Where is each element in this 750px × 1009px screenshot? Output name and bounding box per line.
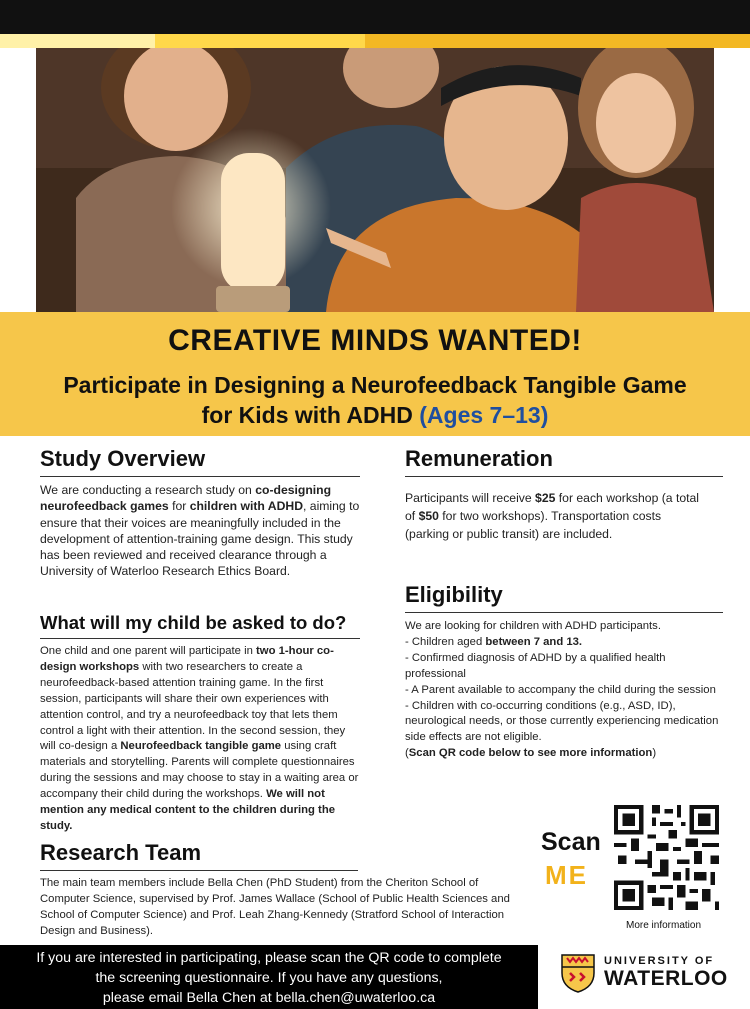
text-run: ): [652, 747, 657, 760]
study-overview-text: [40, 482, 360, 580]
text-run: with two researchers to create a neurofeedback-based attention training game. In the first session, participants will share their own experiences with attention control, and try a neurofeedback toy that lets them control a light with their attention. In the second session, they will co-design a: [40, 660, 346, 753]
logo-line-1: UNIVERSITY OF: [604, 955, 715, 967]
text-run: - Children aged: [405, 635, 486, 648]
qr-note: [405, 746, 723, 762]
ages-range: (Ages 7–13): [419, 402, 549, 428]
bold-run: We will not mention any medical content to the children during the study.: [40, 788, 335, 832]
remuneration-text: [405, 489, 705, 543]
text-run: using craft materials and storytelling. Parents will complete questionnaires during the sessions and may choose to stay in a waiting area or accompany their child during the workshops.: [40, 740, 359, 801]
bold-run: two 1-hour co-design workshops: [40, 645, 334, 673]
bold-run: children with ADHD: [189, 499, 304, 514]
child-tasks-heading: What will my child be asked to do?: [40, 612, 360, 639]
me-label: ME: [545, 860, 588, 890]
text-run: for two workshops). Transportation costs (parking or public transit) are included.: [405, 509, 662, 541]
research-team-section: [40, 840, 530, 940]
logo-line-2: WATERLOO: [604, 967, 728, 990]
study-overview-heading: Study Overview: [40, 446, 360, 477]
headline: CREATIVE MINDS WANTED!: [168, 324, 582, 357]
scan-label: Scan: [541, 828, 601, 856]
text-run: for each workshop (a total of: [405, 491, 700, 523]
child-tasks-text: [40, 644, 360, 835]
bold-run: $25: [535, 491, 556, 505]
contact-footer: [0, 945, 538, 1009]
subtitle-line-2-text: for Kids with ADHD: [201, 402, 413, 428]
footer-line-1: If you are interested in participating, please scan the QR code to complete: [36, 950, 502, 966]
child-tasks-section: [40, 612, 360, 835]
research-team-text: The main team members include Bella Chen (PhD Student) from the Cheriton School of Computer Science, supervised by Prof. James Wallace (School of Public Health Sciences and School of Computer Science) and Prof. Leah Zhang-Kennedy (Stratford School of Interaction Design and Business).: [40, 877, 510, 937]
eligibility-section: [405, 582, 723, 762]
eligibility-heading: Eligibility: [405, 582, 723, 613]
eligibility-intro: We are looking for children with ADHD participants.: [405, 620, 661, 632]
study-overview-section: [40, 446, 360, 580]
text-run: (: [405, 747, 409, 760]
footer-line-2: the screening questionnaire. If you have any questions,: [95, 970, 443, 986]
crest-icon: [560, 953, 596, 993]
bold-run: between 7 and 13.: [485, 635, 583, 648]
eligibility-item-diagnosis: - Confirmed diagnosis of ADHD by a qualified health professional: [405, 651, 666, 680]
color-stripe: [0, 34, 750, 48]
family-illustration: [36, 48, 714, 312]
top-black-bar: [0, 0, 750, 34]
qr-code-icon[interactable]: [614, 805, 719, 910]
text-run: Participants will receive: [405, 491, 536, 505]
bold-run: co-designing neurofeedback games: [40, 483, 332, 514]
subtitle-line-1: Participate in Designing a Neurofeedback Tangible Game: [63, 372, 687, 398]
more-information-label: More information: [626, 920, 702, 931]
text-run: We are conducting a research study on: [40, 483, 256, 497]
bold-run: Scan QR code below to see more information: [408, 747, 653, 760]
university-logo: [560, 953, 740, 993]
hero-photo: [36, 48, 714, 312]
eligibility-item-parent: - A Parent available to accompany the child during the session: [405, 683, 716, 696]
remuneration-section: [405, 446, 723, 543]
bold-run: Neurofeedback tangible game: [120, 740, 282, 753]
text-run: , aiming to ensure that their voices are meaningfully included in the development of attention-training game design. This study has been reviewed and received clearance through a University of Waterloo Research Ethics Board.: [40, 499, 360, 579]
research-team-heading: Research Team: [40, 840, 358, 871]
footer-line-3: please email Bella Chen at bella.chen@uwaterloo.ca: [102, 990, 436, 1006]
text-run: for: [168, 499, 190, 514]
text-run: One child and one parent will participate in: [40, 645, 257, 657]
headline-banner: [0, 312, 750, 436]
eligibility-item-age: [405, 635, 723, 651]
bold-run: $50: [418, 509, 439, 523]
subtitle-line-2: [0, 400, 750, 430]
remuneration-heading: Remuneration: [405, 446, 723, 477]
subtitle: [0, 370, 750, 430]
eligibility-item-exclusions: - Children with co-occurring conditions (e.g., ASD, ID), neurological needs, or those currently experiencing medication side effects are not eligible.: [405, 699, 719, 744]
